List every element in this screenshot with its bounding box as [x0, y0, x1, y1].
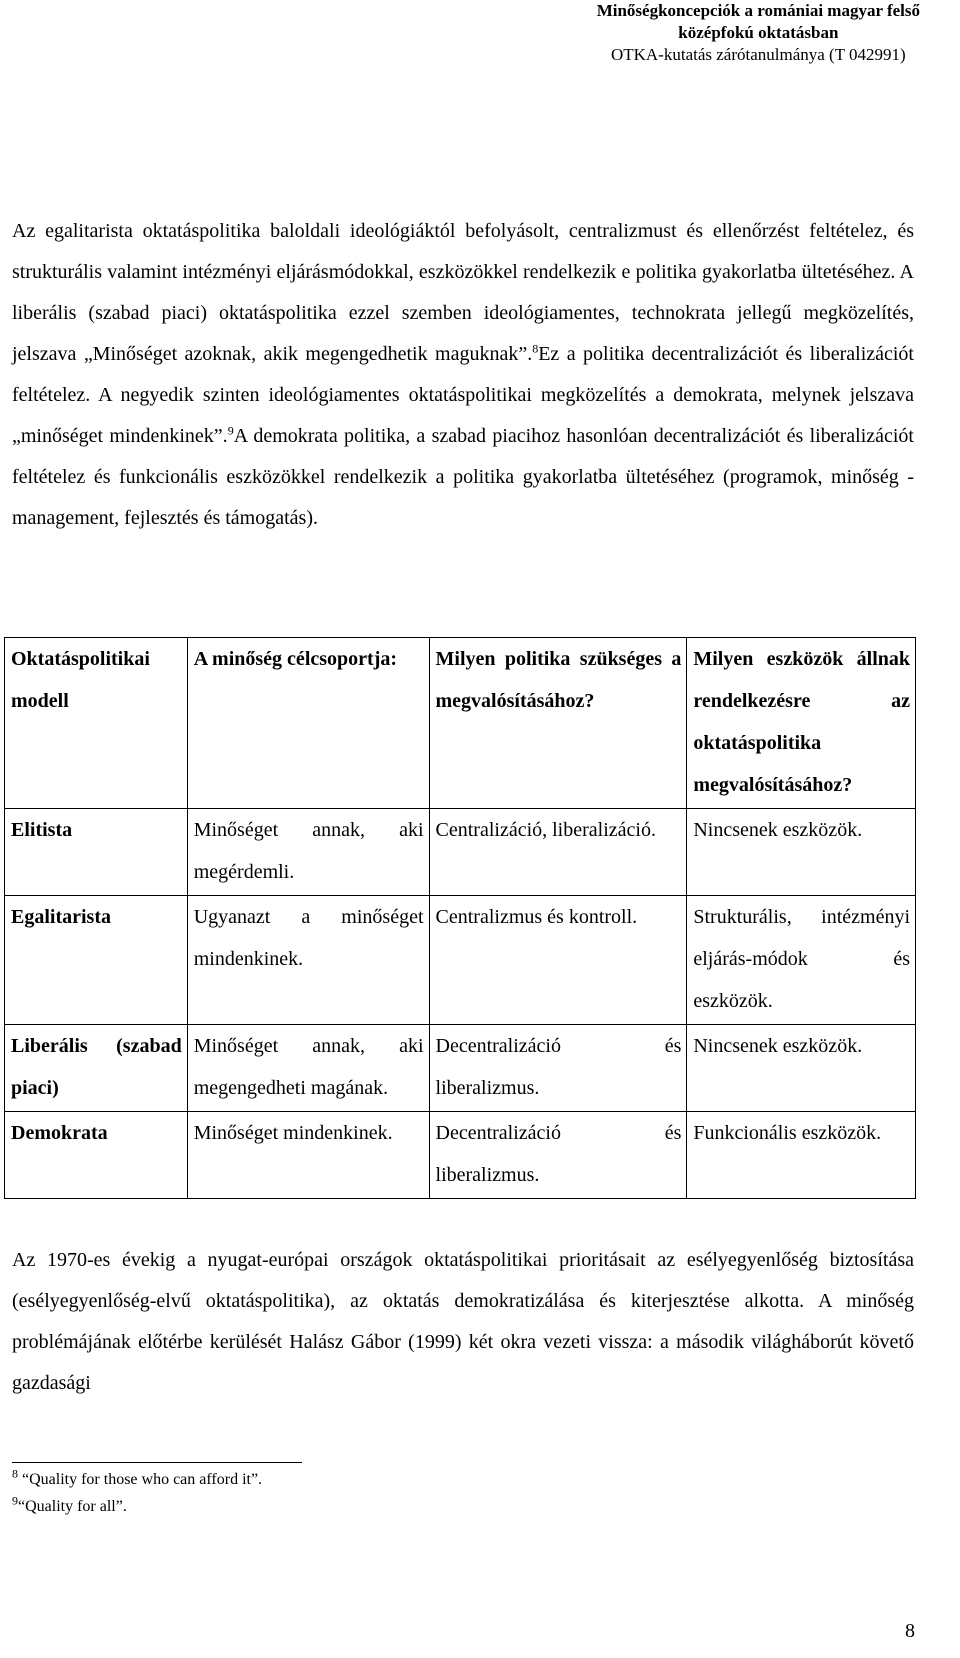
table-row [5, 896, 916, 1025]
table-header-cell: Milyen politika szükséges a megvalósításához? [429, 638, 687, 809]
footnote-reference[interactable]: 8 [532, 341, 539, 356]
footnote-text: “Quality for those who can afford it”. [22, 1471, 263, 1488]
table-cell: Decentralizáció és liberalizmus. [429, 1025, 687, 1112]
model-name-cell: Liberális (szabad piaci) [5, 1025, 188, 1112]
header-title-line2: középfokú oktatásban [678, 23, 839, 42]
footnote-reference[interactable]: 9 [227, 423, 234, 438]
table-cell: Minőséget annak, aki megengedheti magának. [187, 1025, 429, 1112]
table-row [5, 1025, 916, 1112]
model-name-cell: Demokrata [5, 1112, 188, 1199]
footnote [12, 1493, 127, 1517]
table-cell: Decentralizáció és liberalizmus. [429, 1112, 687, 1199]
footnote-number: 9 [12, 1493, 18, 1508]
table-cell: Minőséget mindenkinek. [187, 1112, 429, 1199]
paragraph-text: Ez a politika decentralizációt és liberalizációt feltételez. A negyedik szinten ideológiamentes oktatáspolitikai megközelítés a demokrata, melynek jelszava „minőséget mindenkinek”. [12, 343, 914, 447]
paragraph-text: Az egalitarista oktatáspolitika baloldali ideológiáktól befolyásolt, centralizmust és ellenőrzést feltételez, és strukturális valamint intézményi eljárásmódokkal, eszközökkel rendelkezik e politika gyakorlatba ültetéséhez. A liberális (szabad piaci) oktatáspolitika ezzel szemben ideológiamentes, technokrata jellegű megközelítés, jelszava „Minőséget azoknak, akik megengedhetik maguknak”. [12, 220, 914, 365]
footnote-separator [12, 1462, 302, 1463]
table-header-row [5, 638, 916, 809]
footnote [12, 1466, 263, 1490]
table-cell: Minőséget annak, aki megérdemli. [187, 809, 429, 896]
table-row [5, 1112, 916, 1199]
policy-models-table [4, 637, 916, 1199]
running-header [597, 0, 920, 66]
table-header-cell: Milyen eszközök állnak rendelkezésre az oktatáspolitika megvalósításához? [687, 638, 916, 809]
table-cell: Nincsenek eszközök. [687, 1025, 916, 1112]
header-title-line1: Minőségkoncepciók a romániai magyar felső [596, 1, 920, 20]
paragraph-text: A demokrata politika, a szabad piacihoz hasonlóan decentralizációt és liberalizációt feltételez és funkcionális eszközökkel rendelkezik a politika gyakorlatba ültetéséhez (programok, minőség - management, fejlesztés és támogatás). [12, 425, 914, 529]
table-cell: Strukturális, intézményi eljárás-módok és eszközök. [687, 896, 916, 1025]
table-header-cell: A minőség célcsoportja: [187, 638, 429, 809]
model-name-cell: Egalitarista [5, 896, 188, 1025]
header-subtitle: OTKA-kutatás zárótanulmánya (T 042991) [610, 45, 906, 64]
table-cell: Nincsenek eszközök. [687, 809, 916, 896]
table-cell: Centralizmus és kontroll. [429, 896, 687, 1025]
model-name-cell: Elitista [5, 809, 188, 896]
body-paragraph-1 [12, 211, 914, 539]
footnote-number: 8 [12, 1466, 18, 1481]
table-cell: Ugyanazt a minőséget mindenkinek. [187, 896, 429, 1025]
table-cell: Funkcionális eszközök. [687, 1112, 916, 1199]
table-row [5, 809, 916, 896]
table-cell: Centralizáció, liberalizáció. [429, 809, 687, 896]
body-paragraph-2: Az 1970-es évekig a nyugat-európai országok oktatáspolitikai prioritásait az esélyegyenlőség biztosítása (esélyegyenlőség-elvű oktatáspolitika), az oktatás demokratizálása és kiterjesztése alkotta. A minőség problémájának előtérbe kerülését Halász Gábor (1999) két okra vezeti vissza: a második világháborút követő gazdasági [12, 1249, 914, 1394]
table-header-cell: Oktatáspolitikai modell [5, 638, 188, 809]
page-number: 8 [905, 1620, 915, 1642]
footnote-text: “Quality for all”. [18, 1498, 127, 1515]
